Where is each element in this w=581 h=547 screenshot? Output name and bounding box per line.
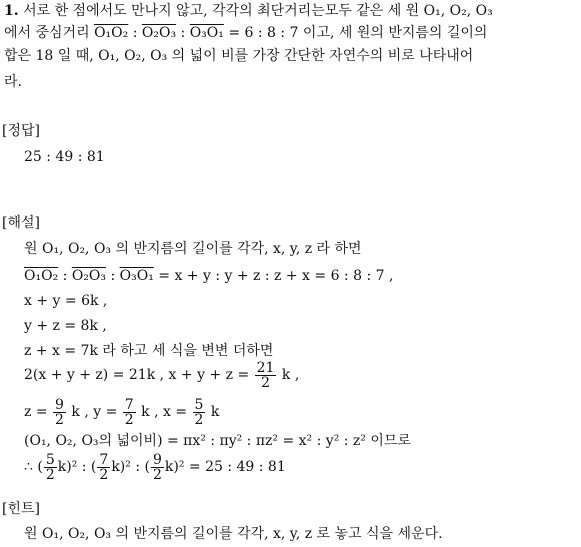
fraction-9-2	[151, 453, 164, 482]
solution-text-7d: k	[210, 404, 220, 420]
problem-line-2: 에서 중심거리 O₁O₂ : O₂O₃ : O₃O₁ = 6 : 8 : 7 이고, 세 원의 반지름의 길이의	[4, 25, 488, 41]
frac-den: 2	[55, 411, 64, 428]
frac-num: 7	[99, 451, 109, 468]
frac-num: 9	[152, 451, 162, 468]
answer-header: [정답]	[2, 123, 40, 139]
problem-text-2b: = 6 : 8 : 7 이고, 세 원의 반지름의 길이의	[228, 25, 488, 41]
solution-line-8: (O₁, O₂, O₃의 넓이비) = πx² : πy² : πz² = x² : y² : z² 이므로	[24, 433, 411, 449]
problem-text-4: 라.	[4, 74, 22, 90]
frac-den: 2	[99, 466, 109, 483]
problem-line-4	[4, 72, 22, 92]
frac-den: 2	[45, 466, 55, 483]
solution-text-9a: ∴ (	[24, 459, 43, 475]
solution-line-1: 원 O₁, O₂, O₃ 의 반지름의 길이를 각각, x, y, z 라 하면	[24, 241, 362, 257]
answer-value: 25 : 49 : 81	[24, 149, 105, 165]
fraction-7-2	[123, 398, 136, 427]
frac-num: 5	[194, 396, 204, 413]
segment-o1o2: O₁O₂	[94, 25, 129, 41]
frac-num: 5	[45, 451, 55, 468]
fraction-21-2	[255, 361, 277, 390]
fraction-5-2	[44, 453, 57, 482]
segment-o1o2: O₁O₂	[24, 268, 59, 284]
solution-line-9	[24, 452, 286, 482]
frac-den: 2	[255, 375, 277, 390]
segment-o3o1: O₃O₁	[119, 268, 154, 284]
problem-line-3	[4, 46, 473, 66]
solution-text-2: = x + y : y + z : z + x = 6 : 8 : 7 ,	[158, 268, 394, 284]
solution-text-6a: 2(x + y + z) = 21k , x + y + z =	[24, 367, 250, 383]
solution-text-9c: k)² : (	[111, 459, 150, 475]
solution-text-9e: k)² = 25 : 49 : 81	[164, 459, 286, 475]
frac-num: 7	[124, 396, 134, 413]
segment-o3o1: O₃O₁	[189, 25, 224, 41]
problem-text-2a: 에서 중심거리	[4, 25, 90, 41]
solution-line-7	[24, 397, 219, 427]
solution-line-2: O₁O₂ : O₂O₃ : O₃O₁ = x + y : y + z : z + x = 6 : 8 : 7 ,	[24, 268, 394, 284]
solution-line-5: z + x = 7k 라 하고 세 식을 변변 더하면	[24, 343, 274, 359]
solution-text-7c: k , x =	[141, 404, 188, 420]
hint-header: [힌트]	[2, 501, 40, 517]
solution-line-4: y + z = 8k ,	[24, 318, 107, 334]
solution-text-7b: k , y =	[71, 404, 118, 420]
solution-text-6b: k ,	[281, 367, 300, 383]
fraction-7-2	[97, 453, 110, 482]
solution-text-9b: k)² : (	[57, 459, 97, 475]
problem-text-1: 서로 한 점에서도 만나지 않고, 각각의 최단거리는모두 같은 세 원 O₁, O₂, O₃	[23, 3, 493, 19]
solution-text-7a: z =	[24, 404, 48, 420]
hint-text: 원 O₁, O₂, O₃ 의 반지름의 길이를 각각, x, y, z 로 놓고 식을 세운다.	[24, 526, 443, 542]
frac-num: 9	[55, 396, 64, 413]
fraction-5-2	[193, 398, 206, 427]
frac-num: 21	[256, 359, 275, 376]
solution-header: [해설]	[2, 215, 40, 231]
frac-den: 2	[194, 411, 204, 428]
fraction-9-2	[53, 398, 66, 427]
problem-number: 1.	[4, 3, 19, 19]
solution-line-3: x + y = 6k ,	[24, 293, 108, 309]
segment-o2o3: O₂O₃	[71, 268, 106, 284]
frac-den: 2	[124, 411, 134, 428]
solution-line-6	[24, 360, 299, 390]
problem-text-3: 합은 18 일 때, O₁, O₂, O₃ 의 넓이 비를 가장 간단한 자연수의 비로 나타내어	[4, 48, 474, 64]
segment-o2o3: O₂O₃	[141, 25, 177, 41]
frac-den: 2	[152, 466, 162, 483]
problem-line-1	[4, 1, 493, 21]
